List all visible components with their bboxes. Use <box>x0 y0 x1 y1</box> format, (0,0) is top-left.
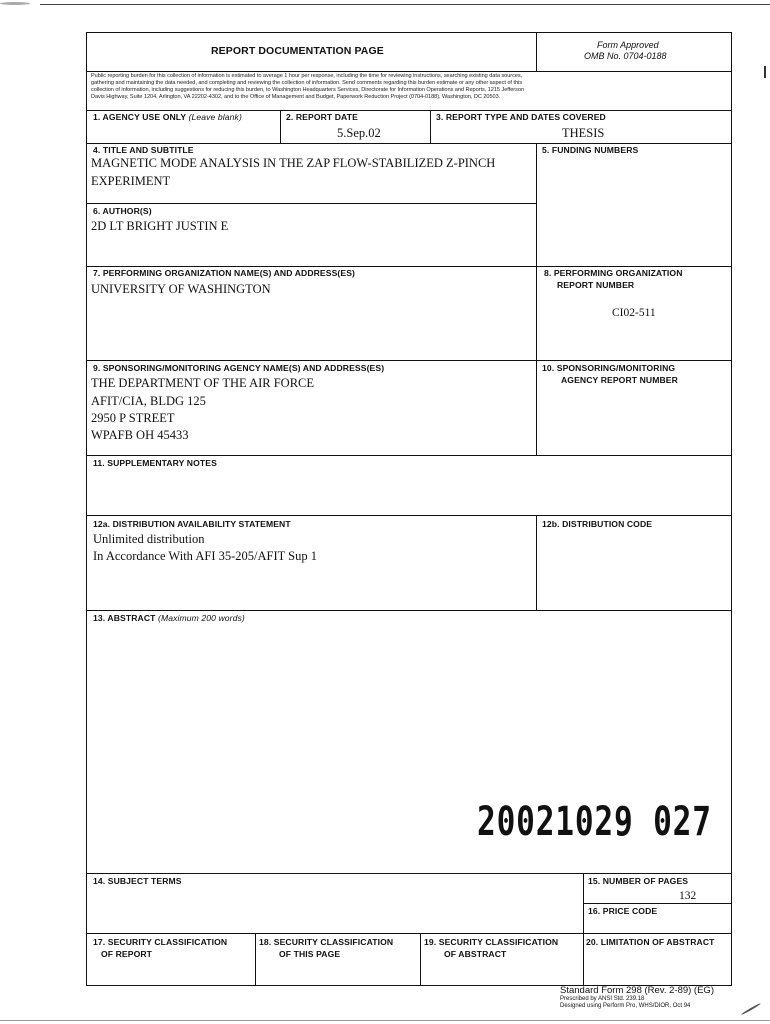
divider <box>87 610 731 611</box>
performing-org-value: UNIVERSITY OF WASHINGTON <box>91 282 271 296</box>
report-documentation-form <box>86 32 732 986</box>
divider <box>87 455 731 456</box>
divider <box>87 143 731 144</box>
sponsoring-line-4: WPAFB OH 45433 <box>91 428 189 442</box>
title-line-2: EXPERIMENT <box>91 174 171 188</box>
distribution-label: 12a. DISTRIBUTION AVAILABILITY STATEMENT <box>93 519 291 529</box>
title-line-1: MAGNETIC MODE ANALYSIS IN THE ZAP FLOW-STABILIZED Z-PINCH <box>91 156 496 170</box>
performing-org-label: 7. PERFORMING ORGANIZATION NAME(S) AND ADDRESS(ES) <box>93 268 356 278</box>
agency-use-hint: (Leave blank) <box>188 112 242 122</box>
burden-line: Public reporting burden for this collection of information is estimated to average 1 hour per response, including the time for reviewing instructions, searching existing data sources, <box>91 73 523 79</box>
divider <box>536 33 537 71</box>
burden-line: gathering and maintaining the data needed, and completing and reviewing the collection of information. Send comments regarding this burden estimate or any other aspect of this <box>91 80 522 86</box>
sec-page-label-1: 18. SECURITY CLASSIFICATION <box>259 937 394 947</box>
scan-edge-line <box>40 4 770 5</box>
supplementary-label: 11. SUPPLEMENTARY NOTES <box>93 458 217 468</box>
scan-speck <box>0 2 30 5</box>
divider <box>87 933 731 934</box>
sponsoring-label: 9. SPONSORING/MONITORING AGENCY NAME(S) AND ADDRESS(ES) <box>93 363 385 373</box>
burden-notice <box>91 73 727 101</box>
distribution-line-1: Unlimited distribution <box>93 532 205 546</box>
abstract-label <box>93 613 245 623</box>
sec-report-label-2: OF REPORT <box>101 949 153 959</box>
sponsoring-report-label-1: 10. SPONSORING/MONITORING <box>542 363 676 373</box>
distribution-line-2: In Accordance With AFI 35-205/AFIT Sup 1 <box>93 549 318 563</box>
divider <box>255 933 256 985</box>
omb-number: OMB No. 0704-0188 <box>584 51 667 61</box>
report-date-value: 5.Sep.02 <box>337 126 381 140</box>
performing-report-value: CI02-511 <box>612 307 656 319</box>
accession-stamp: 20021029 027 <box>477 799 712 845</box>
divider <box>583 903 731 904</box>
divider <box>536 515 537 610</box>
scan-edge-line <box>0 1020 770 1021</box>
abstract-hint: (Maximum 200 words) <box>157 613 245 623</box>
standard-form-name: Standard Form 298 (Rev. 2-89) (EG) <box>560 985 714 996</box>
distribution-code-label: 12b. DISTRIBUTION CODE <box>542 519 653 529</box>
price-code-label: 16. PRICE CODE <box>588 906 658 916</box>
divider <box>87 203 536 204</box>
divider <box>536 143 537 455</box>
divider <box>87 71 731 72</box>
title-label: 4. TITLE AND SUBTITLE <box>93 145 194 155</box>
author-value: 2D LT BRIGHT JUSTIN E <box>91 219 229 233</box>
divider <box>280 110 281 143</box>
num-pages-label: 15. NUMBER OF PAGES <box>588 876 689 886</box>
divider <box>420 933 421 985</box>
scan-speck <box>741 1003 761 1016</box>
divider <box>87 515 731 516</box>
num-pages-value: 132 <box>679 890 697 902</box>
sponsoring-line-3: 2950 P STREET <box>91 411 175 425</box>
report-type-label: 3. REPORT TYPE AND DATES COVERED <box>436 112 606 122</box>
agency-use-label-text: 1. AGENCY USE ONLY <box>93 112 187 122</box>
divider <box>87 110 731 111</box>
author-label: 6. AUTHOR(S) <box>93 206 152 216</box>
subject-terms-label: 14. SUBJECT TERMS <box>93 876 182 886</box>
limitation-label: 20. LIMITATION OF ABSTRACT <box>586 937 715 947</box>
sponsoring-line-1: THE DEPARTMENT OF THE AIR FORCE <box>91 376 315 390</box>
form-approved-text: Form Approved <box>597 40 659 50</box>
sponsoring-report-label-2: AGENCY REPORT NUMBER <box>561 375 678 385</box>
sponsoring-line-2: AFIT/CIA, BLDG 125 <box>91 394 206 408</box>
sec-abstract-label-1: 19. SECURITY CLASSIFICATION <box>424 937 559 947</box>
divider <box>430 110 431 143</box>
burden-line: collection of information, including suggestions for reducing this burden, to Washington Headquarters Services, Directorate for Information Operations and Reports, 1215 Jefferson <box>91 87 524 93</box>
divider <box>583 933 584 985</box>
divider <box>87 873 731 874</box>
burden-line: Davis Highway, Suite 1204, Arlington, VA 22202-4302, and to the Office of Management and Budget, Paperwork Reduction Project (0704-0188), Washington, DC 20503. <box>91 94 501 100</box>
performing-report-label-2: REPORT NUMBER <box>557 280 635 290</box>
funding-label: 5. FUNDING NUMBERS <box>542 145 639 155</box>
divider <box>87 266 731 267</box>
report-type-value: THESIS <box>562 126 605 140</box>
designed-text: Designed using Perform Pro, WHS/DIOR, Oct 94 <box>560 1003 691 1009</box>
scan-speck <box>764 66 766 78</box>
sec-page-label-2: OF THIS PAGE <box>279 949 341 959</box>
divider <box>87 360 731 361</box>
report-date-label: 2. REPORT DATE <box>286 112 358 122</box>
sec-report-label-1: 17. SECURITY CLASSIFICATION <box>93 937 228 947</box>
agency-use-label <box>93 112 242 122</box>
performing-report-label-1: 8. PERFORMING ORGANIZATION <box>544 268 683 278</box>
prescribed-text: Prescribed by ANSI Std. 239.18 <box>560 996 645 1002</box>
form-title: REPORT DOCUMENTATION PAGE <box>211 45 384 57</box>
abstract-label-text: 13. ABSTRACT <box>93 613 156 623</box>
sec-abstract-label-2: OF ABSTRACT <box>444 949 507 959</box>
